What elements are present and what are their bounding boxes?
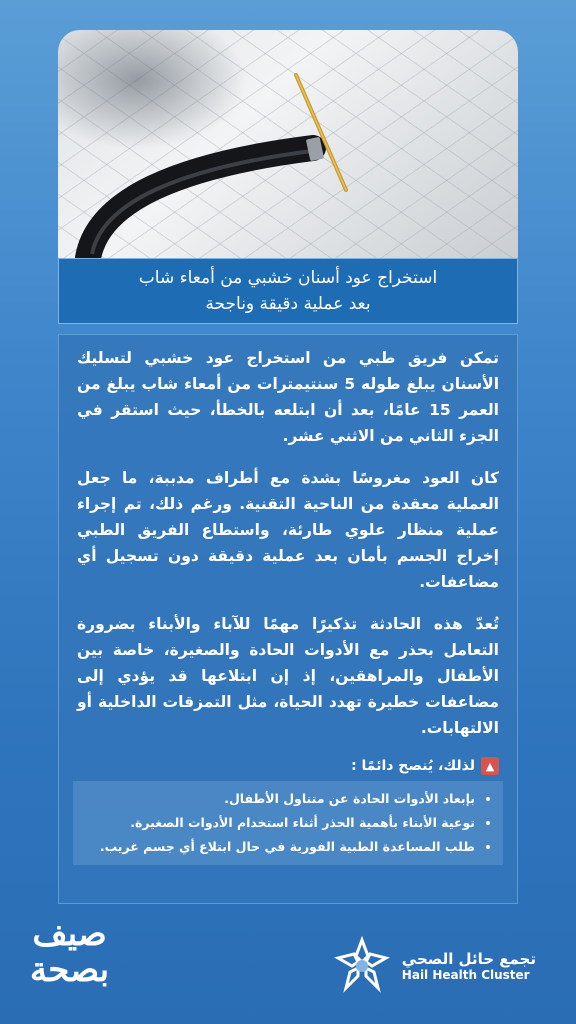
hail-flower-logo-icon [330, 934, 394, 998]
advice-heading-text: لذلك، يُنصح دائمًا : [351, 758, 475, 774]
article-card [58, 334, 518, 904]
endoscope-with-toothpick-illustration [58, 30, 518, 258]
paragraph-1: تمكن فريق طبي من استخراج عود خشبي لتسليك الأسنان يبلغ طوله 5 سنتيمترات من أمعاء شاب يبلغ من العمر 15 عامًا، بعد أن ابتلعه بالخطأ، حيث استقر في الجزء الثاني من الاثني عشر. [77, 349, 500, 445]
advice-heading [77, 757, 499, 775]
endoscopy-photo [58, 30, 518, 258]
paragraph-2: كان العود مغروسًا بشدة مع أطراف مدببة، ما جعل العملية معقدة من الناحية التقنية. ورغم ذلك، تم إجراء عملية منظار علوي طارئة، واستطاع الفريق الطبي إخراج الجسم بأمان بعد عملية دقيقة دون تسجيل أي مضاعفات. [77, 469, 499, 591]
campaign-logo [30, 916, 109, 988]
hail-health-cluster-logo [330, 934, 536, 998]
org-name-english: Hail Health Cluster [401, 968, 530, 982]
title-caption [58, 258, 518, 324]
campaign-line-2: بصحة [30, 950, 110, 990]
paragraph-3: تُعدّ هذه الحادثة تذكيرًا مهمًا للآباء والأبناء بضرورة التعامل بحذر مع الأدوات الحادة والصغيرة، خاصة بين الأطفال والمراهقين، إذ إن ابتلاعها قد يؤدي إلى مضاعفات خطيرة تهدد الحياة، مثل التمزقات الداخلية أو الالتهابات. [77, 615, 499, 737]
list-item: • طلب المساعدة الطبية الفورية في حال ابتلاع أي جسم غريب. [83, 835, 475, 859]
warning-triangle-icon: ▲ [481, 757, 499, 775]
advice-list-box [73, 781, 503, 865]
list-item: • بإبعاد الأدوات الحادة عن متناول الأطفال. [83, 787, 475, 811]
org-name-arabic: تجمع حائل الصحي [401, 950, 536, 968]
list-item: • توعية الأبناء بأهمية الحذر أثناء استخدام الأدوات الصغيرة. [83, 811, 475, 835]
advice-list [83, 787, 493, 859]
title-line-2: بعد عملية دقيقة وناجحة [205, 294, 371, 314]
title-line-1: استخراج عود أسنان خشبي من أمعاء شاب [138, 268, 438, 288]
campaign-line-1: صيف [32, 914, 107, 954]
